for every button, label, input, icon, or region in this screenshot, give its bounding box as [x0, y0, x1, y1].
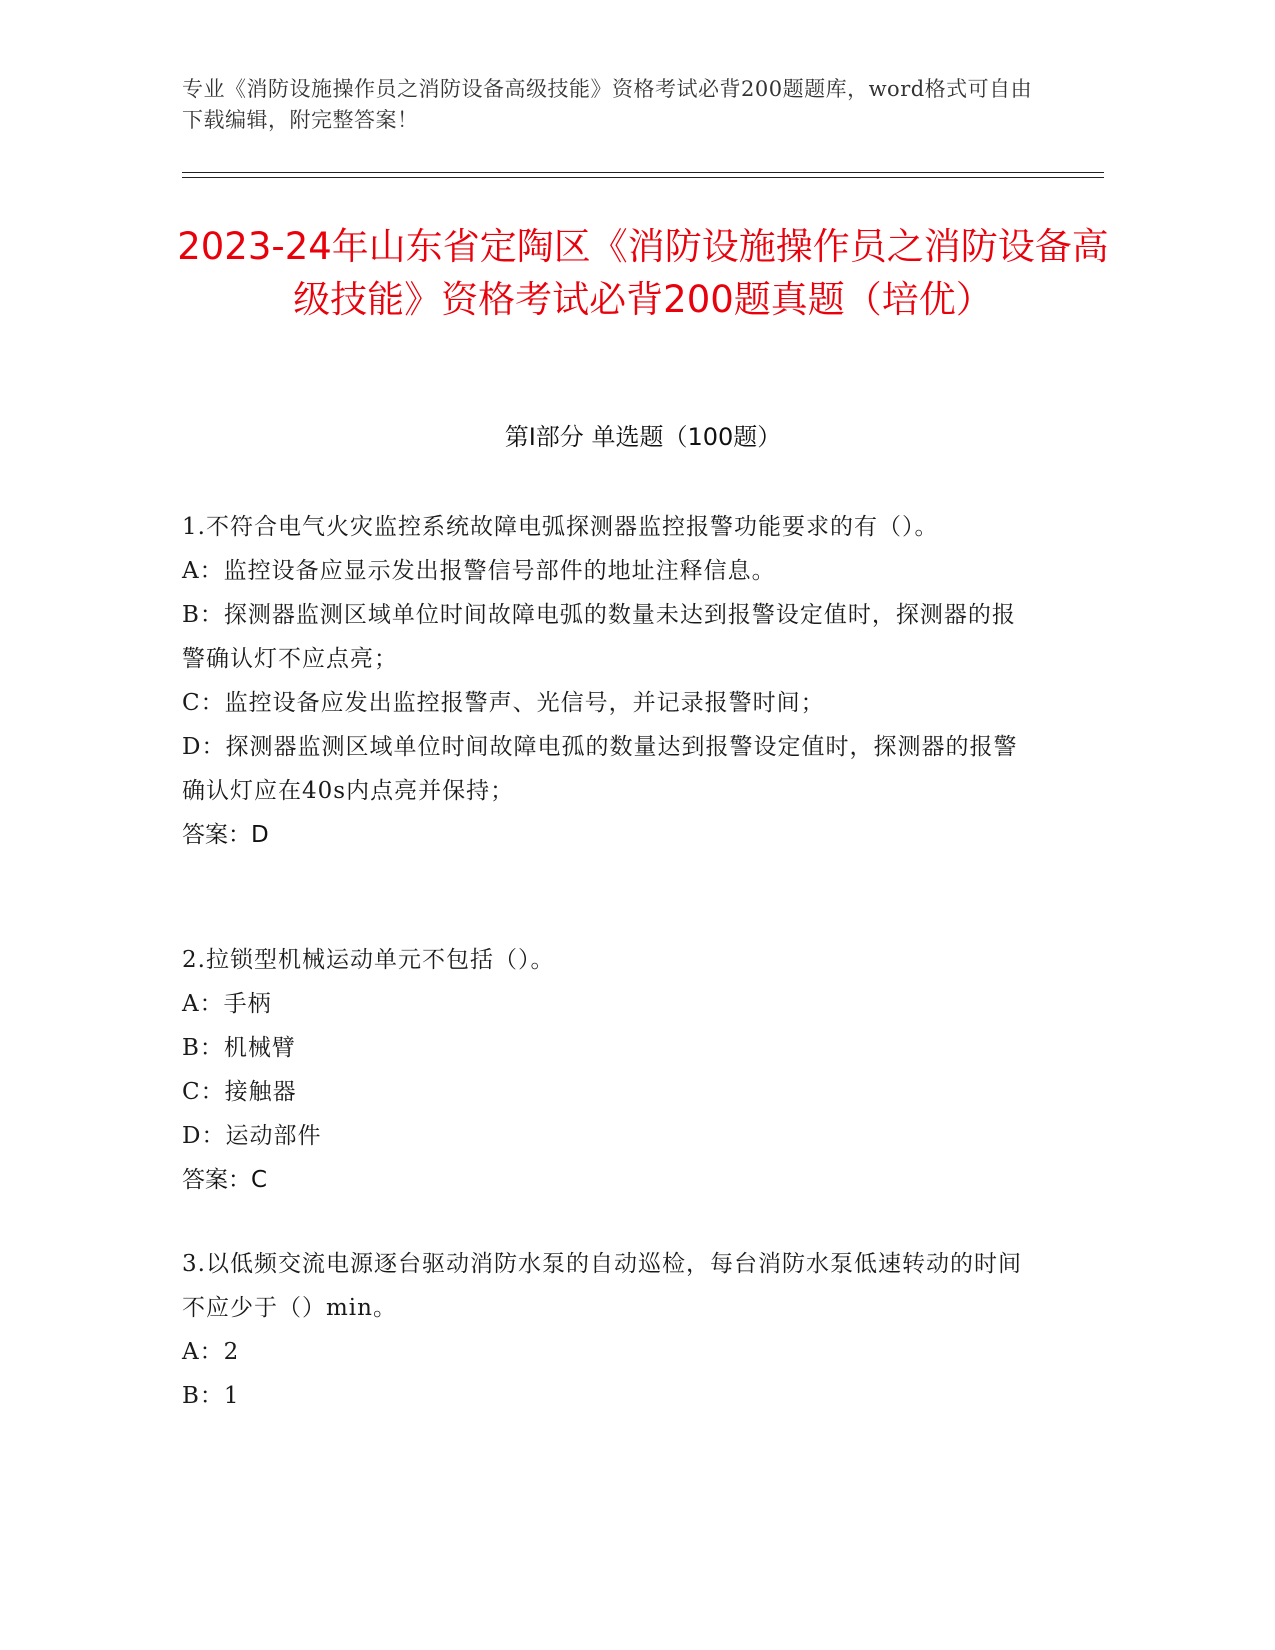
header-note: 专业《消防设施操作员之消防设备高级技能》资格考试必背200题题库，word格式可自由下载编辑，附完整答案！ [182, 77, 1033, 132]
question-2 [182, 938, 1104, 1202]
option-d: D：运动部件 [182, 1123, 322, 1149]
option-c: C：监控设备应发出监控报警声、光信号，并记录报警时间； [182, 690, 825, 716]
question-stem: 3.以低频交流电源逐台驱动消防水泵的自动巡检，每台消防水泵低速转动的时间不应少于（）min。 [182, 1251, 1022, 1321]
option-a: A：手柄 [182, 991, 272, 1017]
answer: 答案：C [182, 1167, 268, 1193]
option-c: C：接触器 [182, 1079, 297, 1105]
option-b: B：机械臂 [182, 1035, 296, 1061]
option-a: A：2 [182, 1339, 240, 1365]
option-b: B：探测器监测区域单位时间故障电弧的数量未达到报警设定值时，探测器的报警确认灯不应点亮； [182, 602, 1016, 672]
question-3 [182, 1242, 1104, 1418]
question-stem: 1.不符合电气火灾监控系统故障电弧探测器监控报警功能要求的有（）。 [182, 514, 939, 540]
document-title: 2023-24年山东省定陶区《消防设施操作员之消防设备高级技能》资格考试必背200题真题（培优） [177, 225, 1109, 321]
answer: 答案：D [182, 822, 269, 848]
question-1 [182, 505, 1104, 857]
option-a: A：监控设备应显示发出报警信号部件的地址注释信息。 [182, 558, 776, 584]
header-rule-top [182, 172, 1104, 173]
option-b: B：1 [182, 1383, 240, 1409]
section-title: 第Ⅰ部分 单选题（100题） [504, 423, 782, 451]
header-rule-bottom [182, 177, 1104, 178]
question-stem: 2.拉锁型机械运动单元不包括（）。 [182, 947, 555, 973]
page-content [177, 0, 1109, 1650]
option-d: D：探测器监测区域单位时间故障电孤的数量达到报警设定值时，探测器的报警确认灯应在40s内点亮并保持； [182, 734, 1018, 804]
